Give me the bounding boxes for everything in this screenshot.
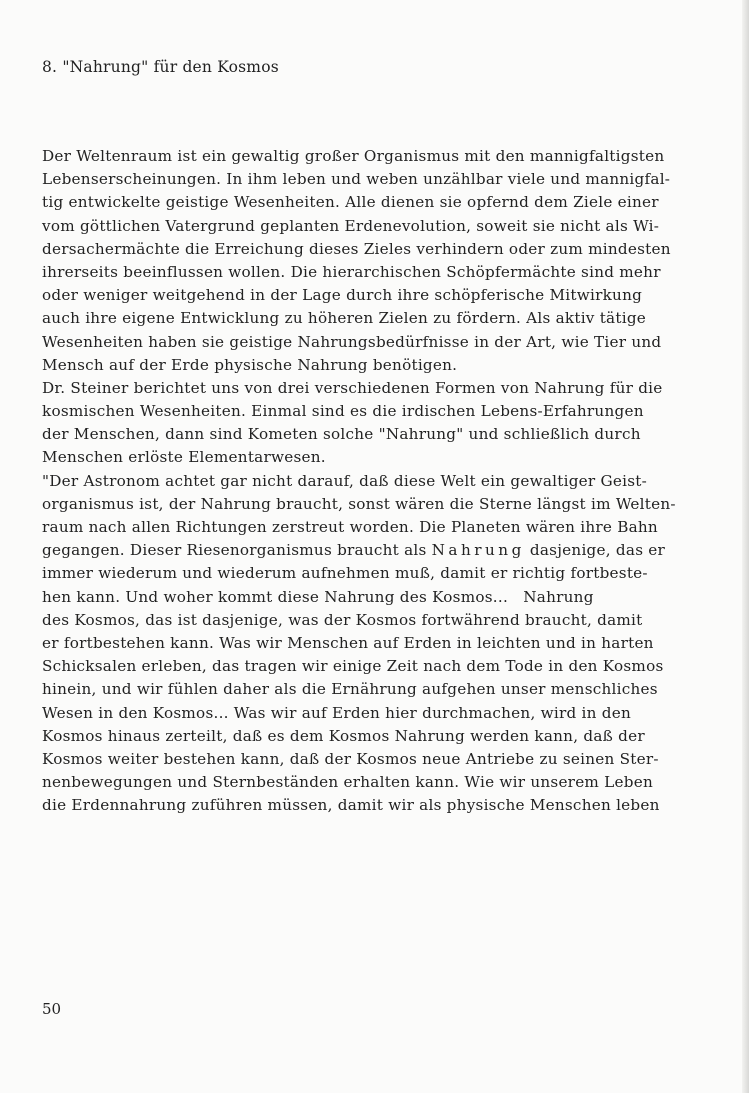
text-line: tig entwickelte geistige Wesenheiten. Alle dienen sie opfernd dem Ziele einer bbox=[42, 193, 659, 212]
text-line: Der Weltenraum ist ein gewaltig großer Organismus mit den mannigfaltigsten bbox=[42, 147, 665, 165]
text-segment: gegangen. Dieser Riesenorganismus braucht als bbox=[42, 541, 427, 560]
text-line: dersachermächte die Erreichung dieses Zieles verhindern oder zum mindesten bbox=[42, 239, 671, 258]
text-line: Wesen in den Kosmos... Was wir auf Erden hier durchmachen, wird in den bbox=[42, 703, 631, 722]
text-line: Kosmos weiter bestehen kann, daß der Kosmos neue Antriebe zu seinen Ster- bbox=[42, 749, 659, 768]
text-line: immer wiederum und wiederum aufnehmen muß, damit er richtig fortbeste- bbox=[42, 564, 648, 583]
text-line: Menschen erlöste Elementarwesen. bbox=[42, 448, 326, 467]
text-line: "Der Astronom achtet gar nicht darauf, daß diese Welt ein gewaltiger Geist- bbox=[42, 471, 648, 490]
text-line: er fortbestehen kann. Was wir Menschen auf Erden in leichten und in harten bbox=[42, 633, 654, 652]
text-line: Dr. Steiner berichtet uns von drei verschiedenen Formen von Nahrung für die bbox=[42, 378, 663, 397]
text-line: Lebenserscheinungen. In ihm leben und weben unzählbar viele und mannigfal- bbox=[42, 170, 671, 189]
text-line: nenbewegungen und Sternbeständen erhalten kann. Wie wir unserem Leben bbox=[42, 773, 653, 792]
text-line: ihrerseits beeinflussen wollen. Die hierarchischen Schöpfermächte sind mehr bbox=[42, 262, 661, 281]
text-line: raum nach allen Richtungen zerstreut worden. Die Planeten wären ihre Bahn bbox=[42, 518, 658, 536]
text-line: die Erdennahrung zuführen müssen, damit wir als physische Menschen leben bbox=[42, 796, 660, 815]
text-line: organismus ist, der Nahrung braucht, sonst wären die Sterne längst im Welten- bbox=[42, 494, 676, 513]
text-line: hen kann. Und woher kommt diese Nahrung des Kosmos... Nahrung bbox=[42, 587, 594, 606]
text-line: Wesenheiten haben sie geistige Nahrungsbedürfnisse in der Art, wie Tier und bbox=[42, 332, 662, 351]
text-segment: dasjenige, das er bbox=[529, 541, 666, 560]
text-line-with-emphasis bbox=[42, 539, 722, 562]
text-line: auch ihre eigene Entwicklung zu höheren Zielen zu fördern. Als aktiv tätige bbox=[42, 309, 647, 328]
section-heading: 8. "Nahrung" für den Kosmos bbox=[42, 58, 279, 76]
page-edge-shadow bbox=[742, 0, 749, 1093]
text-line: des Kosmos, das ist dasjenige, was der Kosmos fortwährend braucht, damit bbox=[42, 610, 643, 629]
text-line: vom göttlichen Vatergrund geplanten Erdenevolution, soweit sie nicht als Wi- bbox=[42, 216, 660, 235]
text-line: Kosmos hinaus zerteilt, daß es dem Kosmos Nahrung werden kann, daß der bbox=[42, 726, 645, 745]
text-line: Mensch auf der Erde physische Nahrung benötigen. bbox=[42, 355, 458, 374]
text-line: oder weniger weitgehend in der Lage durch ihre schöpferische Mitwirkung bbox=[42, 286, 643, 305]
text-line: Schicksalen erleben, das tragen wir einige Zeit nach dem Tode in den Kosmos bbox=[42, 657, 664, 676]
text-line: hinein, und wir fühlen daher als die Ernährung aufgehen unser menschliches bbox=[42, 680, 658, 699]
text-line: kosmischen Wesenheiten. Einmal sind es die irdischen Lebens-Erfahrungen bbox=[42, 402, 644, 421]
page-number: 50 bbox=[42, 1000, 62, 1018]
text-line: der Menschen, dann sind Kometen solche "Nahrung" und schließlich durch bbox=[42, 425, 641, 444]
body-text bbox=[42, 145, 722, 817]
spaced-emphasis: Nahrung bbox=[431, 541, 525, 560]
